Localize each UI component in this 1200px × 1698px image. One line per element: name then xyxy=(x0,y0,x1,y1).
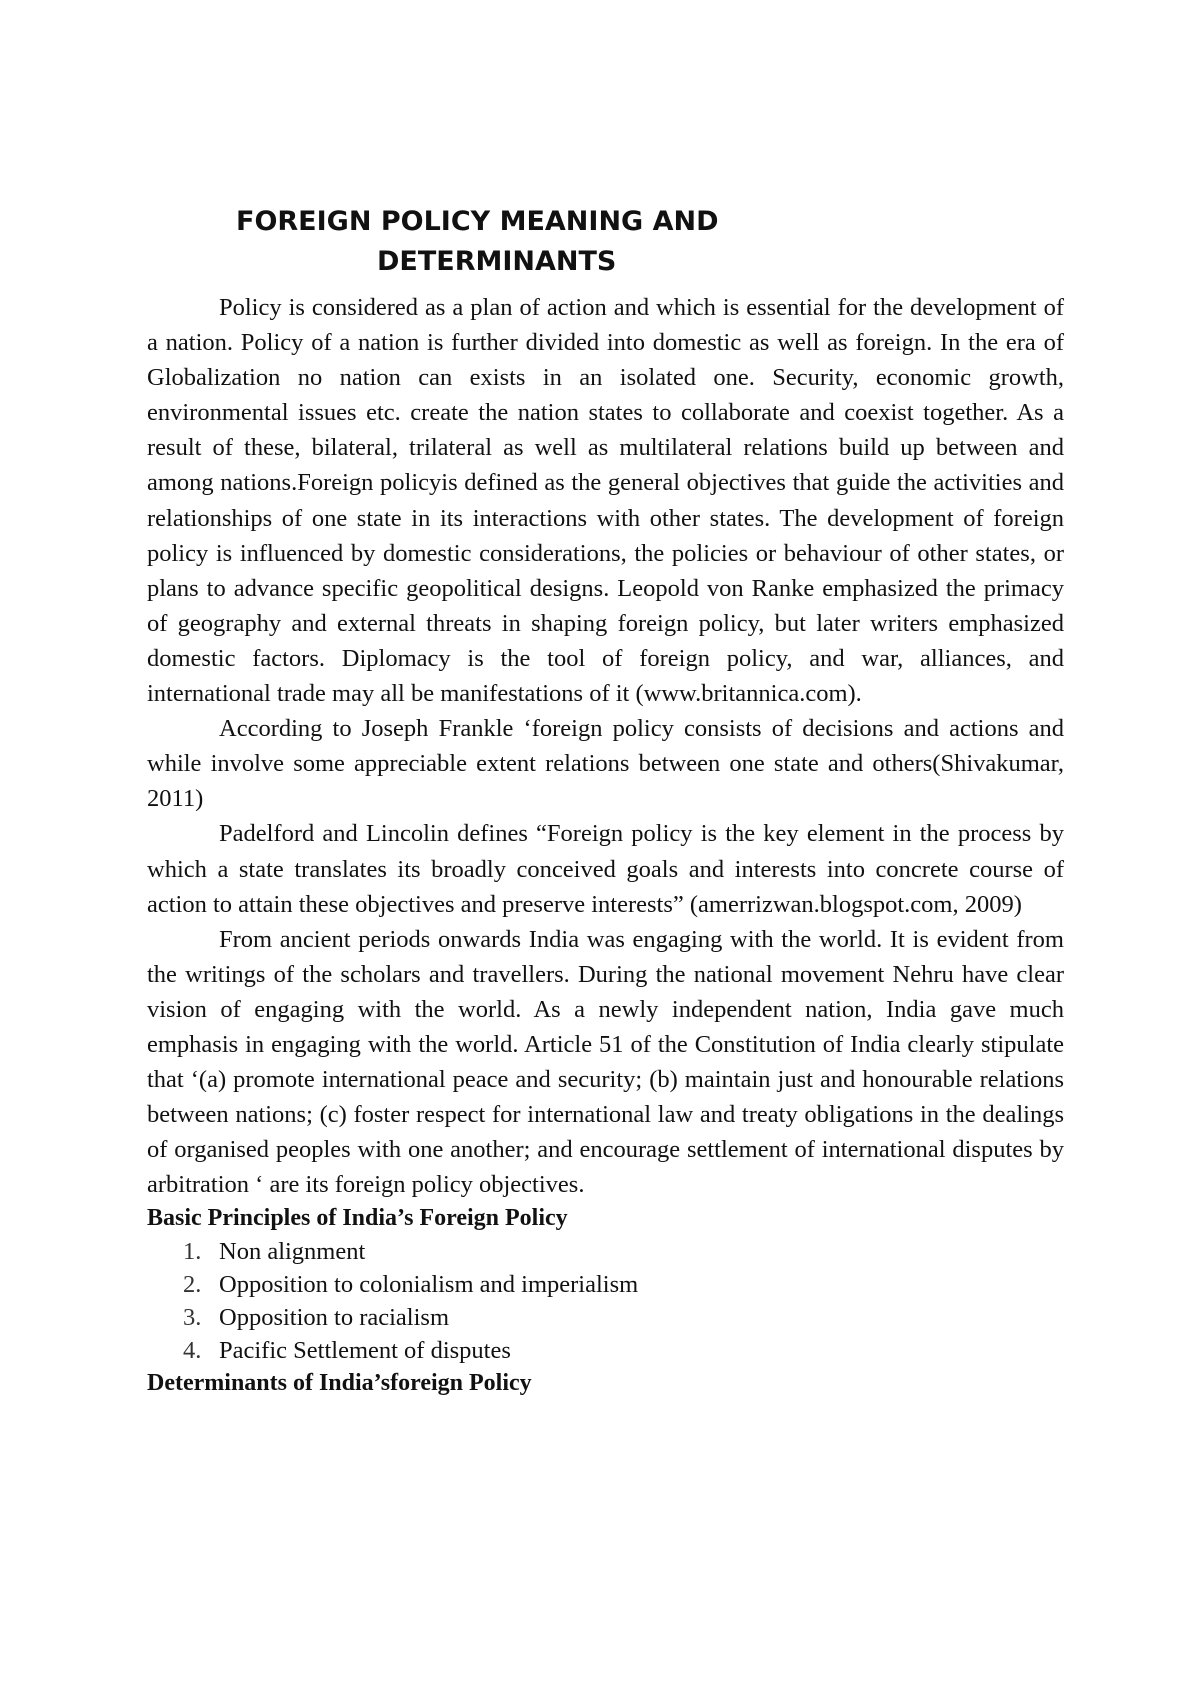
list-item-number: 3. xyxy=(183,1304,202,1332)
principles-heading: Basic Principles of India’s Foreign Policy xyxy=(147,1205,568,1232)
list-item-text: Pacific Settlement of disputes xyxy=(219,1337,511,1365)
document-title xyxy=(150,202,950,282)
list-item-number: 2. xyxy=(183,1271,202,1299)
list-item-number: 1. xyxy=(183,1238,202,1266)
list-item xyxy=(147,1235,1064,1268)
list-item-text: Non alignment xyxy=(219,1238,366,1266)
principles-list xyxy=(147,1235,1064,1367)
title-line-1: FOREIGN POLICY MEANING AND xyxy=(236,206,719,237)
paragraph-padelford-quote: Padelford and Lincolin defines “Foreign policy is the key element in the process by which a state translates its broadly conceived goals and interests into concrete course of action to attain these objectives and preserve interests” (amerrizwan.blogspot.com, 2009) xyxy=(147,820,1064,918)
list-item xyxy=(147,1268,1064,1301)
list-item xyxy=(147,1301,1064,1334)
list-item-number: 4. xyxy=(183,1337,202,1365)
document-body xyxy=(147,290,1064,1400)
title-line-2: DETERMINANTS xyxy=(377,246,617,277)
paragraph-frankle-quote: According to Joseph Frankle ‘foreign policy consists of decisions and actions and while involve some appreciable extent relations between one state and others(Shivakumar, 2011) xyxy=(147,715,1064,813)
list-item-text: Opposition to colonialism and imperialism xyxy=(219,1271,639,1299)
list-item-text: Opposition to racialism xyxy=(219,1304,449,1332)
paragraph-policy-definition: Policy is considered as a plan of action and which is essential for the development of a nation. Policy of a nation is further divided into domestic as well as foreign. In the era of Globalization no nation can exists in an isolated one. Security, economic growth, environmental issues etc. create the nation states to collaborate and coexist together. As a result of these, bilateral, trilateral as well as multilateral relations build up between and among nations.Foreign policyis defined as the general objectives that guide the activities and relationships of one state in its interactions with other states. The development of foreign policy is influenced by domestic considerations, the policies or behaviour of other states, or plans to advance specific geopolitical designs. Leopold von Ranke emphasized the primacy of geography and external threats in shaping foreign policy, but later writers emphasized domestic factors. Diplomacy is the tool of foreign policy, and war, alliances, and international trade may all be manifestations of it (www.britannica.com). xyxy=(147,294,1064,708)
paragraph-india-engagement: From ancient periods onwards India was engaging with the world. It is evident from the writings of the scholars and travellers. During the national movement Nehru have clear vision of engaging with the world. As a newly independent nation, India gave much emphasis in engaging with the world. Article 51 of the Constitution of India clearly stipulate that ‘(a) promote international peace and security; (b) maintain just and honourable relations between nations; (c) foster respect for international law and treaty obligations in the dealings of organised peoples with one another; and encourage settlement of international disputes by arbitration ‘ are its foreign policy objectives. xyxy=(147,925,1064,1199)
list-item xyxy=(147,1334,1064,1367)
determinants-heading: Determinants of India’sforeign Policy xyxy=(147,1370,532,1397)
